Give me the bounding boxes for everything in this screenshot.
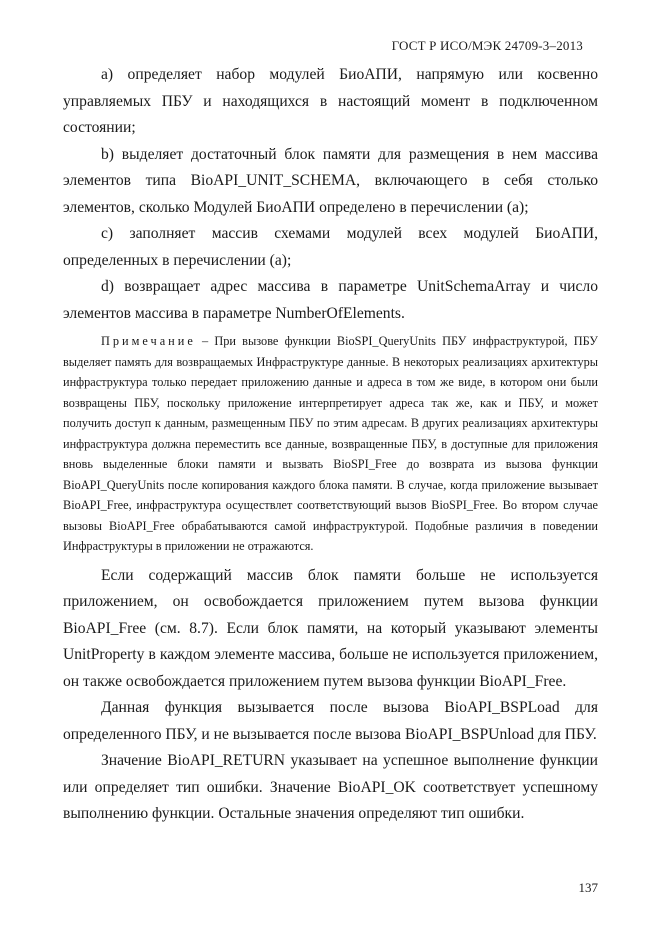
paragraph-return-value: Значение BioAPI_RETURN указывает на успешное выполнение функции или определяет тип ошибки. Значение BioAPI_OK соответствует успешному выполнению функции. Остальные значения определяют тип ошибки. — [63, 752, 598, 822]
note-label: Примечание — [101, 334, 196, 348]
page-body — [63, 62, 598, 828]
list-item-b: b) выделяет достаточный блок памяти для размещения в нем массива элементов типа BioAPI_UNIT_SCHEMA, включающего в себя столько элементов, сколько Модулей БиоАПИ определено в перечислении (а); — [63, 145, 598, 216]
list-item-a: а) определяет набор модулей БиоАПИ, напрямую или косвенно управляемых ПБУ и находящихся в настоящий момент в подключенном состоянии; — [63, 66, 598, 136]
list-item-d: d) возвращает адрес массива в параметре UnitSchemaArray и число элементов массива в параметре NumberOfElements. — [63, 278, 598, 322]
page-number: 137 — [578, 880, 598, 895]
note-text: – При вызове функции BioSPI_QueryUnits ПБУ инфраструктурой, ПБУ выделяет память для возвращаемых Инфраструктуре данные. В некоторых реализациях архитектуры инфраструктура только передает приложению данные и адреса в том же виде, в котором они были возвращены ПБУ, поскольку приложение интерпретирует адреса так же, как и ПБУ, и может получить доступ к данным, размещенным ПБУ по этим адресам. В других реализациях архитектуры инфраструктура должна переместить все данные, возвращенные ПБУ, в доступные для приложения вновь выделенные блоки памяти и вызвать BioSPI_Free до возврата из вызова функции BioAPI_QueryUnits после копирования каждого блока памяти. В случае, когда приложение вызывает BioAPI_Free, инфраструктура осуществлет соответствующий вызов BioSPI_Free. Во втором случае вызовы BioAPI_Free обрабатываются самой инфраструктурой. Подобные различия в поведении Инфраструктуры в приложении не отражаются. — [63, 334, 598, 553]
list-item-c: с) заполняет массив схемами модулей всех модулей БиоАПИ, определенных в перечислении (а); — [63, 225, 598, 269]
paragraph-memory-release: Если содержащий массив блок памяти больше не используется приложением, он освобождается приложением путем вызова функции BioAPI_Free (см. 8.7). Если блок памяти, на который указывают элементы UnitProperty в каждом элементе массива, больше не используется приложением, он также освобождается приложением путем вызова функции BioAPI_Free. — [63, 566, 598, 690]
note-paragraph — [63, 331, 598, 557]
paragraph-call-order: Данная функция вызывается после вызова BioAPI_BSPLoad для определенного ПБУ, и не вызывается после вызова BioAPI_BSPUnload для ПБУ. — [63, 699, 598, 743]
standard-header: ГОСТ Р ИСО/МЭК 24709-3–2013 — [391, 38, 583, 53]
